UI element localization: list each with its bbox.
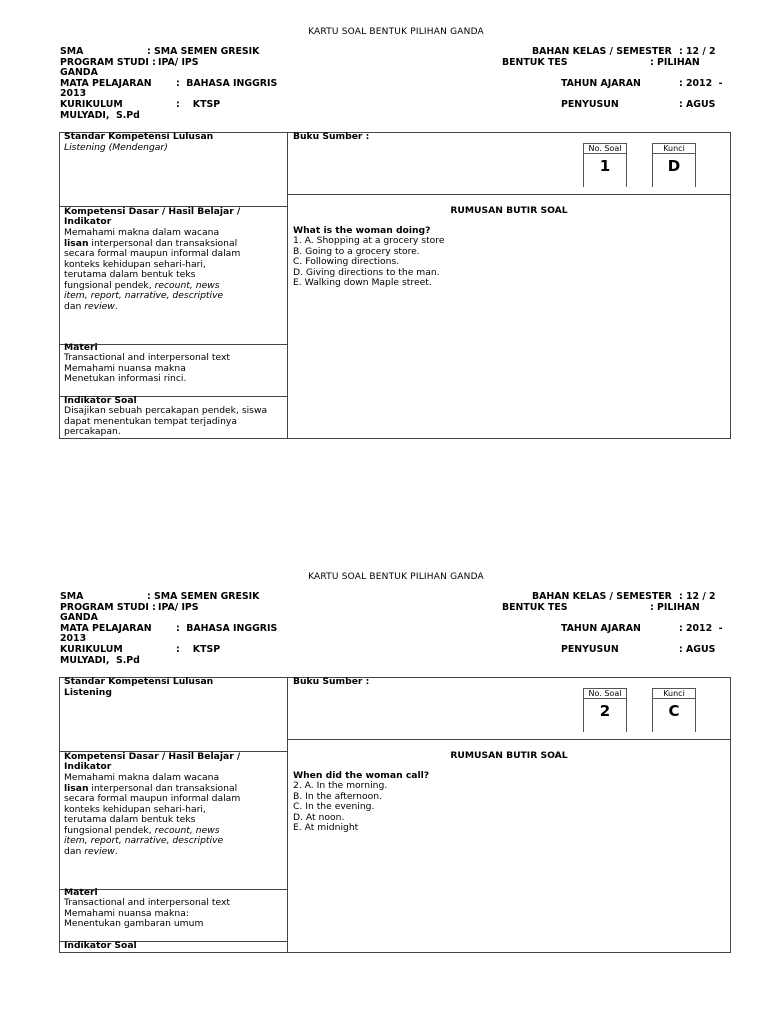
materi-text: Transactional and interpersonal text Memahami nuansa makna: Menentukan gambaran umum [64, 897, 231, 929]
kurikulum-value: : KTSP [176, 99, 221, 110]
sma-value: : SMA SEMEN GRESIK [147, 591, 260, 602]
mapel-cont: 2013 [60, 88, 87, 99]
kurikulum-value: : KTSP [176, 644, 221, 655]
kd-title: Kompetensi Dasar / Hasil Belajar / Indikator [64, 751, 241, 772]
option: C. In the evening. [293, 801, 375, 812]
card-title: KARTU SOAL BENTUK PILIHAN GANDA [308, 572, 484, 582]
indikator-text: Disajikan sebuah percakapan pendek, siswa dapat menentukan tempat terjadinya percakapan. [64, 405, 268, 437]
indikator-title: Indikator Soal [64, 395, 137, 406]
rumusan-title: RUMUSAN BUTIR SOAL [450, 205, 568, 216]
buku-sumber: Buku Sumber : [293, 131, 370, 142]
tahun-label: TAHUN AJARAN [561, 623, 641, 634]
kd-text: Memahami makna dalam wacana lisan interpersonal dan transaksional secara formal maupun informal dalam konteks kehidupan sehari-hari, terutama dalam bentuk teks fungsional pendek, recount, news item, report, narrative, descriptive dan review. [64, 772, 241, 857]
bentuk-value: : PILIHAN [650, 602, 700, 613]
kurikulum-label: KURIKULUM [60, 99, 123, 110]
materi-title: Materi [64, 887, 98, 898]
kunci-box [652, 143, 696, 187]
kd-title: Kompetensi Dasar / Hasil Belajar / Indikator [64, 206, 241, 227]
prodi-cont: GANDA [60, 67, 98, 78]
options-list [293, 781, 387, 834]
rumusan-title: RUMUSAN BUTIR SOAL [450, 750, 568, 761]
kurikulum-label: KURIKULUM [60, 644, 123, 655]
prodi-label: PROGRAM STUDI : [60, 57, 156, 68]
options-list [293, 236, 445, 289]
kelas-value: : 12 / 2 [679, 591, 716, 602]
kunci-label: Kunci [652, 143, 696, 154]
prodi-cont: GANDA [60, 612, 98, 623]
no-soal-box [583, 143, 627, 187]
no-soal-value: 2 [599, 702, 611, 720]
option: E. Walking down Maple street. [293, 277, 432, 288]
skl-value: Listening [64, 687, 112, 698]
kunci-value: D [667, 157, 681, 175]
prodi-value: IPA/ IPS [158, 57, 199, 68]
bentuk-label: BENTUK TES [502, 602, 568, 613]
mapel-label: MATA PELAJARAN [60, 78, 152, 89]
kunci-value: C [668, 702, 680, 720]
bentuk-label: BENTUK TES [502, 57, 568, 68]
option: C. Following directions. [293, 256, 400, 267]
option: D. Giving directions to the man. [293, 266, 440, 278]
kunci-box [652, 688, 696, 732]
option: B. Going to a grocery store. [293, 245, 420, 257]
no-soal-label: No. Soal [583, 143, 627, 154]
mapel-label: MATA PELAJARAN [60, 623, 152, 634]
indikator-title: Indikator Soal [64, 940, 137, 951]
skl-title: Standar Kompetensi Lulusan [64, 676, 214, 687]
penyusun-label: PENYUSUN [561, 644, 619, 655]
option: D. At noon. [293, 811, 345, 823]
question-text: When did the woman call? [293, 770, 430, 781]
kd-text: Memahami makna dalam wacana lisan interpersonal dan transaksional secara formal maupun informal dalam konteks kehidupan sehari-hari, terutama dalam bentuk teks fungsional pendek, recount, news item, report, narrative, descriptive dan review. [64, 227, 241, 312]
no-soal-label: No. Soal [583, 688, 627, 699]
mapel-value: : BAHASA INGGRIS [176, 78, 278, 89]
penyusun-label: PENYUSUN [561, 99, 619, 110]
skl-title: Standar Kompetensi Lulusan [64, 131, 214, 142]
bentuk-value: : PILIHAN [650, 57, 700, 68]
kelas-label: BAHAN KELAS / SEMESTER [532, 46, 672, 57]
tahun-value: : 2012 - [679, 623, 723, 634]
tahun-value: : 2012 - [679, 78, 723, 89]
sma-label: SMA [60, 591, 84, 602]
mapel-cont: 2013 [60, 633, 87, 644]
sma-label: SMA [60, 46, 84, 57]
kelas-value: : 12 / 2 [679, 46, 716, 57]
skl-value: Listening (Mendengar) [64, 142, 168, 153]
kelas-label: BAHAN KELAS / SEMESTER [532, 591, 672, 602]
buku-sumber: Buku Sumber : [293, 676, 370, 687]
option: E. At midnight [293, 822, 359, 833]
card-title: KARTU SOAL BENTUK PILIHAN GANDA [308, 27, 484, 37]
tahun-label: TAHUN AJARAN [561, 78, 641, 89]
prodi-value: IPA/ IPS [158, 602, 199, 613]
option: B. In the afternoon. [293, 790, 382, 802]
no-soal-value: 1 [599, 157, 611, 175]
prodi-label: PROGRAM STUDI : [60, 602, 156, 613]
kurikulum-cont: MULYADI, S.Pd [60, 110, 140, 121]
kurikulum-cont: MULYADI, S.Pd [60, 655, 140, 666]
no-soal-box [583, 688, 627, 732]
sma-value: : SMA SEMEN GRESIK [147, 46, 260, 57]
materi-title: Materi [64, 342, 98, 353]
option: 1. A. Shopping at a grocery store [293, 235, 445, 246]
option: 2. A. In the morning. [293, 780, 388, 791]
penyusun-value: : AGUS [679, 99, 716, 110]
kunci-label: Kunci [652, 688, 696, 699]
question-text: What is the woman doing? [293, 225, 431, 236]
penyusun-value: : AGUS [679, 644, 716, 655]
materi-text: Transactional and interpersonal text Memahami nuansa makna Menetukan informasi rinci. [64, 352, 231, 384]
mapel-value: : BAHASA INGGRIS [176, 623, 278, 634]
